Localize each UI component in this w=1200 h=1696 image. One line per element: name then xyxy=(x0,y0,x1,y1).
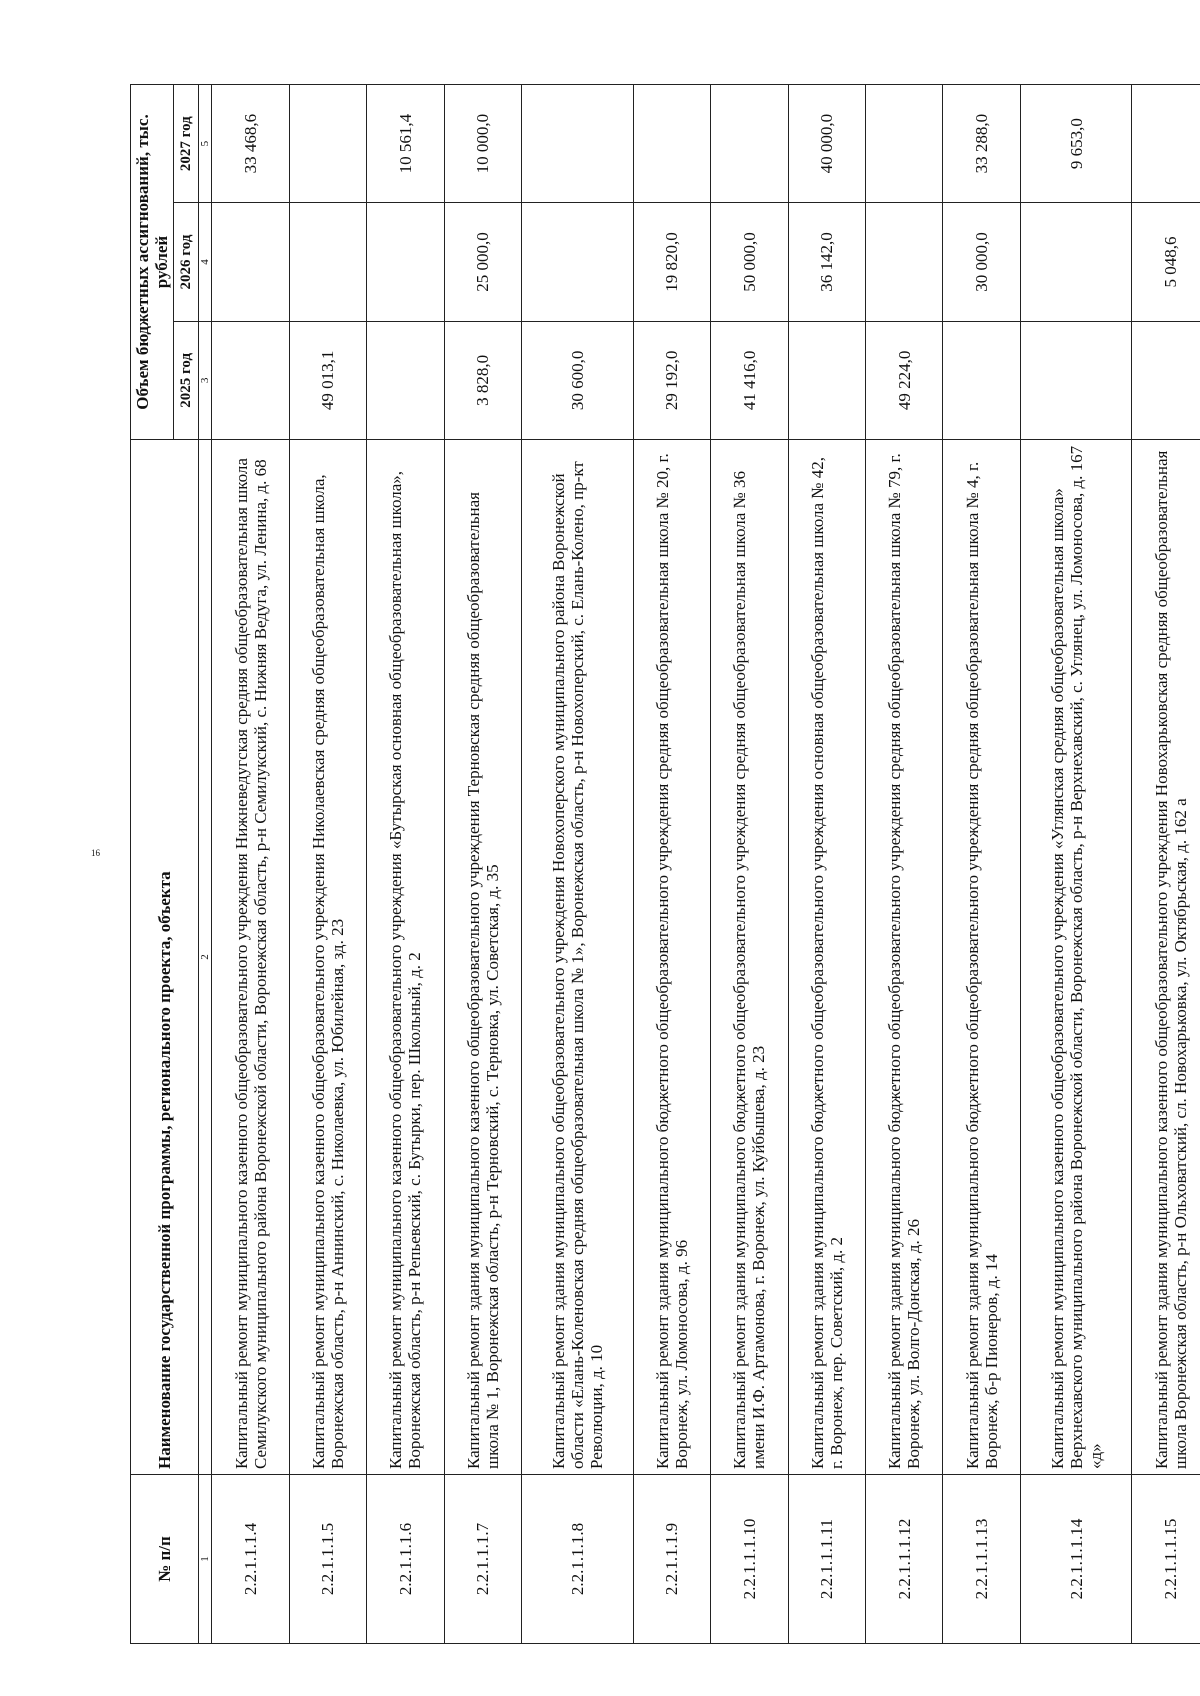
row-value-2025: 49 224,0 xyxy=(865,321,942,439)
row-name: Капитальный ремонт муниципального казенного общеобразовательного учреждения «Бутырская основная общеобразовательная школа», Воронежская область, р-н Репьевский, с. Бутырки, пер. Школьный, д. 2 xyxy=(367,440,444,1475)
row-name: Капитальный ремонт муниципального казенного общеобразовательного учреждения Нижневедугская средняя общеобразовательная школа Семилукского муниципального района Воронежской области, Воронежская область, р-н Семилукский, с. Нижняя Ведуга, ул. Ленина, д. 68 xyxy=(212,440,289,1475)
index-cell: 4 xyxy=(199,203,212,321)
row-value-2027: 33 288,0 xyxy=(943,85,1020,203)
index-cell: 1 xyxy=(199,1475,212,1644)
row-value-2027 xyxy=(289,85,366,203)
row-value-2025 xyxy=(212,321,289,439)
row-value-2027: 40 000,0 xyxy=(788,85,865,203)
table-body xyxy=(212,85,1200,1644)
row-number: 2.2.1.1.1.13 xyxy=(943,1475,1020,1644)
table-row xyxy=(633,85,710,1644)
header-volume: Объем бюджетных ассигнований, тыс. рублей xyxy=(131,85,174,440)
row-value-2025 xyxy=(788,321,865,439)
row-value-2026 xyxy=(1020,203,1132,321)
row-number: 2.2.1.1.1.6 xyxy=(367,1475,444,1644)
row-value-2026 xyxy=(522,203,634,321)
row-value-2025 xyxy=(367,321,444,439)
header-year-2026: 2026 год xyxy=(174,203,199,321)
table-row xyxy=(711,85,788,1644)
row-value-2027: 33 468,6 xyxy=(212,85,289,203)
row-value-2026: 25 000,0 xyxy=(444,203,521,321)
row-name: Капитальный ремонт здания муниципального бюджетного общеобразовательного учреждения средняя общеобразовательная школа № 20, г. Воронеж, ул. Ломоносова, д. 96 xyxy=(633,440,710,1475)
row-value-2027: 10 561,4 xyxy=(367,85,444,203)
row-name: Капитальный ремонт здания муниципального бюджетного общеобразовательного учреждения средняя общеобразовательная школа № 36 имени И.Ф. Артамонова, г. Воронеж, ул. Куйбышева, д. 23 xyxy=(711,440,788,1475)
table-row xyxy=(367,85,444,1644)
table-row xyxy=(289,85,366,1644)
row-number: 2.2.1.1.1.10 xyxy=(711,1475,788,1644)
header-num: № п/п xyxy=(131,1475,199,1644)
row-value-2025 xyxy=(1020,321,1132,439)
row-value-2026: 30 000,0 xyxy=(943,203,1020,321)
row-number: 2.2.1.1.1.15 xyxy=(1132,1475,1200,1644)
row-value-2025: 41 416,0 xyxy=(711,321,788,439)
row-name: Капитальный ремонт здания муниципального казенного общеобразовательного учреждения Новохарьковская средняя общеобразовательная школа Воронежская область, р-н Ольховатский, сл. Новохарьковка, ул. Октябрьская, д. 162 а xyxy=(1132,440,1200,1475)
row-value-2025: 30 600,0 xyxy=(522,321,634,439)
row-value-2025: 49 013,1 xyxy=(289,321,366,439)
row-number: 2.2.1.1.1.9 xyxy=(633,1475,710,1644)
row-value-2026: 36 142,0 xyxy=(788,203,865,321)
row-value-2026: 5 048,6 xyxy=(1132,203,1200,321)
row-value-2027 xyxy=(1132,85,1200,203)
row-value-2025 xyxy=(1132,321,1200,439)
row-value-2026 xyxy=(367,203,444,321)
row-number: 2.2.1.1.1.4 xyxy=(212,1475,289,1644)
row-value-2027 xyxy=(522,85,634,203)
row-value-2026: 19 820,0 xyxy=(633,203,710,321)
page-number: 16 xyxy=(91,848,100,858)
row-name: Капитальный ремонт муниципального казенного общеобразовательного учреждения «Углянская средняя общеобразовательная школа» Верхнехавского муниципального района Воронежской области, Воронежская область, р-н Верхнехавский, с. Углянец, ул. Ломоносова, д. 167 «д» xyxy=(1020,440,1132,1475)
table-row xyxy=(212,85,289,1644)
budget-table xyxy=(130,84,1200,1644)
row-value-2026 xyxy=(212,203,289,321)
row-value-2025: 29 192,0 xyxy=(633,321,710,439)
row-number: 2.2.1.1.1.14 xyxy=(1020,1475,1132,1644)
row-number: 2.2.1.1.1.7 xyxy=(444,1475,521,1644)
row-value-2025: 3 828,0 xyxy=(444,321,521,439)
row-value-2027 xyxy=(865,85,942,203)
row-value-2027: 9 653,0 xyxy=(1020,85,1132,203)
row-number: 2.2.1.1.1.12 xyxy=(865,1475,942,1644)
header-name: Наименование государственной программы, регионального проекта, объекта xyxy=(131,440,199,1475)
row-number: 2.2.1.1.1.8 xyxy=(522,1475,634,1644)
row-value-2027 xyxy=(711,85,788,203)
row-name: Капитальный ремонт муниципального казенного общеобразовательного учреждения Николаевская средняя общеобразовательная школа, Воронежская область, р-н Аннинский, с. Николаевка, ул. Юбилейная, зд. 23 xyxy=(289,440,366,1475)
row-value-2026: 50 000,0 xyxy=(711,203,788,321)
row-value-2026 xyxy=(865,203,942,321)
row-name: Капитальный ремонт здания муниципального казенного общеобразовательного учреждения Терновская средняя общеобразовательная школа № 1, Воронежская область, р-н Терновский, с. Терновка, ул. Советская, д. 35 xyxy=(444,440,521,1475)
row-value-2025 xyxy=(943,321,1020,439)
table-row xyxy=(788,85,865,1644)
table-row xyxy=(522,85,634,1644)
row-number: 2.2.1.1.1.5 xyxy=(289,1475,366,1644)
row-number: 2.2.1.1.1.11 xyxy=(788,1475,865,1644)
table-row xyxy=(1132,85,1200,1644)
rotated-table-container xyxy=(130,84,1200,1644)
table-row xyxy=(943,85,1020,1644)
row-name: Капитальный ремонт здания муниципального бюджетного общеобразовательного учреждения средняя общеобразовательная школа № 79, г. Воронеж, ул. Волго-Донская, д. 26 xyxy=(865,440,942,1475)
table-row xyxy=(444,85,521,1644)
header-year-2027: 2027 год xyxy=(174,85,199,203)
rotated-page xyxy=(130,82,1200,1662)
row-name: Капитальный ремонт здания муниципального общеобразовательного учреждения Новохоперского муниципального района Воронежской области «Елань-Коленовская средняя общеобразовательная школа № 1», Воронежская область, р-н Новохоперский, с. Елань-Колено, пр-кт Революции, д. 10 xyxy=(522,440,634,1475)
row-value-2027: 10 000,0 xyxy=(444,85,521,203)
index-cell: 5 xyxy=(199,85,212,203)
row-name: Капитальный ремонт здания муниципального бюджетного общеобразовательного учреждения средняя общеобразовательная школа № 4, г. Воронеж, б-р Пионеров, д. 14 xyxy=(943,440,1020,1475)
index-cell: 2 xyxy=(199,440,212,1475)
table-row xyxy=(865,85,942,1644)
header-year-2025: 2025 год xyxy=(174,321,199,439)
row-value-2026 xyxy=(289,203,366,321)
index-cell: 3 xyxy=(199,321,212,439)
table-row xyxy=(1020,85,1132,1644)
row-name: Капитальный ремонт здания муниципального бюджетного общеобразовательного учреждения основная общеобразовательная школа № 42, г. Воронеж, пер. Советский, д. 2 xyxy=(788,440,865,1475)
row-value-2027 xyxy=(633,85,710,203)
